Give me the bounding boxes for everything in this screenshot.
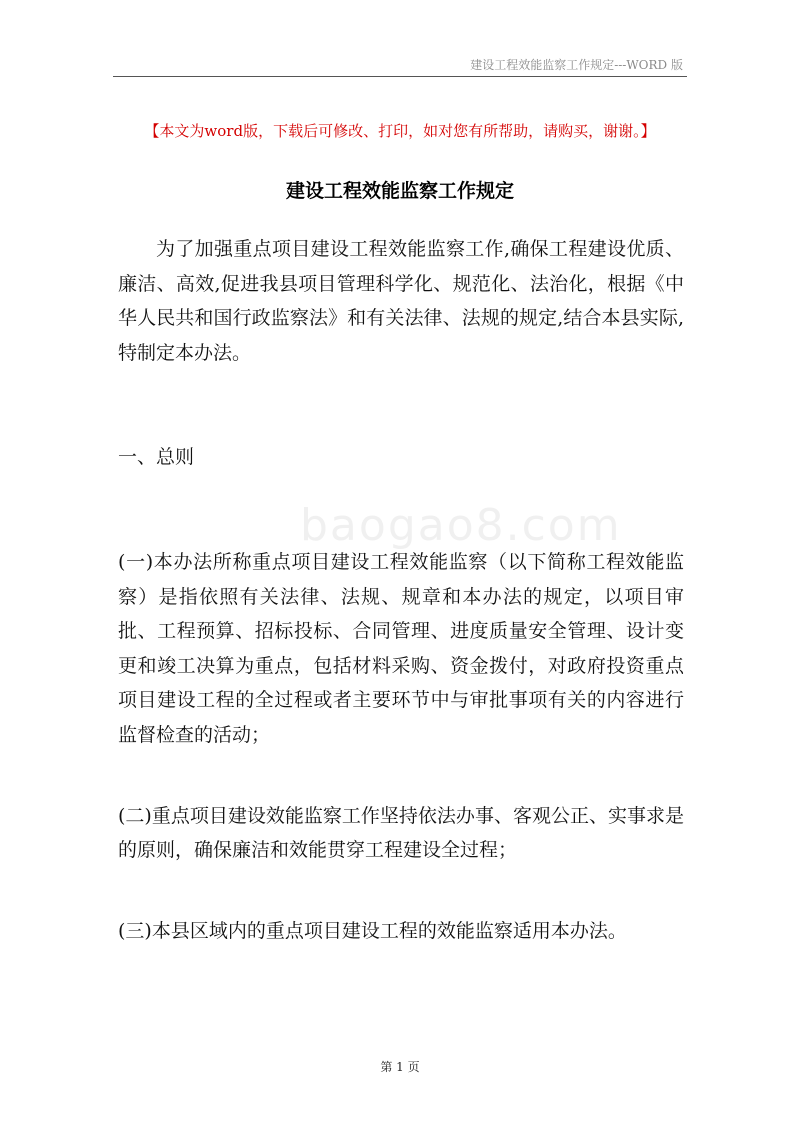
clause-3: (三)本县区域内的重点项目建设工程的效能监察适用本办法。 xyxy=(118,919,627,942)
document-title: 建设工程效能监察工作规定 xyxy=(285,180,514,202)
clause-1: (一)本办法所称重点项目建设工程效能监察（以下简称工程效能监察）是指依照有关法律、法规、规章和本办法的规定，以项目审批、工程预算、招标投标、合同管理、进度质量安全管理、设计变更和竣工决算为重点，包括材料采购、资金拨付，对政府投资重点项目建设工程的全过程或者主要环节中与审批事项有关的内容进行监督检查的活动； xyxy=(118,550,684,746)
watermark: baogao8.com xyxy=(300,500,622,551)
promo-notice: 【本文为word版，下载后可修改、打印，如对您有所帮助，请购买，谢谢。】 xyxy=(144,122,656,140)
document-body xyxy=(118,232,684,948)
clause-2: (二)重点项目建设效能监察工作坚持依法办事、客观公正、实事求是的原则，确保廉洁和效能贯穿工程建设全过程； xyxy=(118,804,684,862)
page-header xyxy=(113,52,687,77)
running-title: 建设工程效能监察工作规定---WORD 版 xyxy=(470,58,683,72)
intro-paragraph: 为了加强重点项目建设工程效能监察工作,确保工程建设优质、廉洁、高效,促进我县项目管理科学化、规范化、法治化，根据《中华人民共和国行政监察法》和有关法律、法规的规定,结合本县实际,特制定本办法。 xyxy=(118,238,684,364)
page-number: 第 1 页 xyxy=(380,1060,420,1074)
section-heading: 一、总则 xyxy=(118,446,195,469)
